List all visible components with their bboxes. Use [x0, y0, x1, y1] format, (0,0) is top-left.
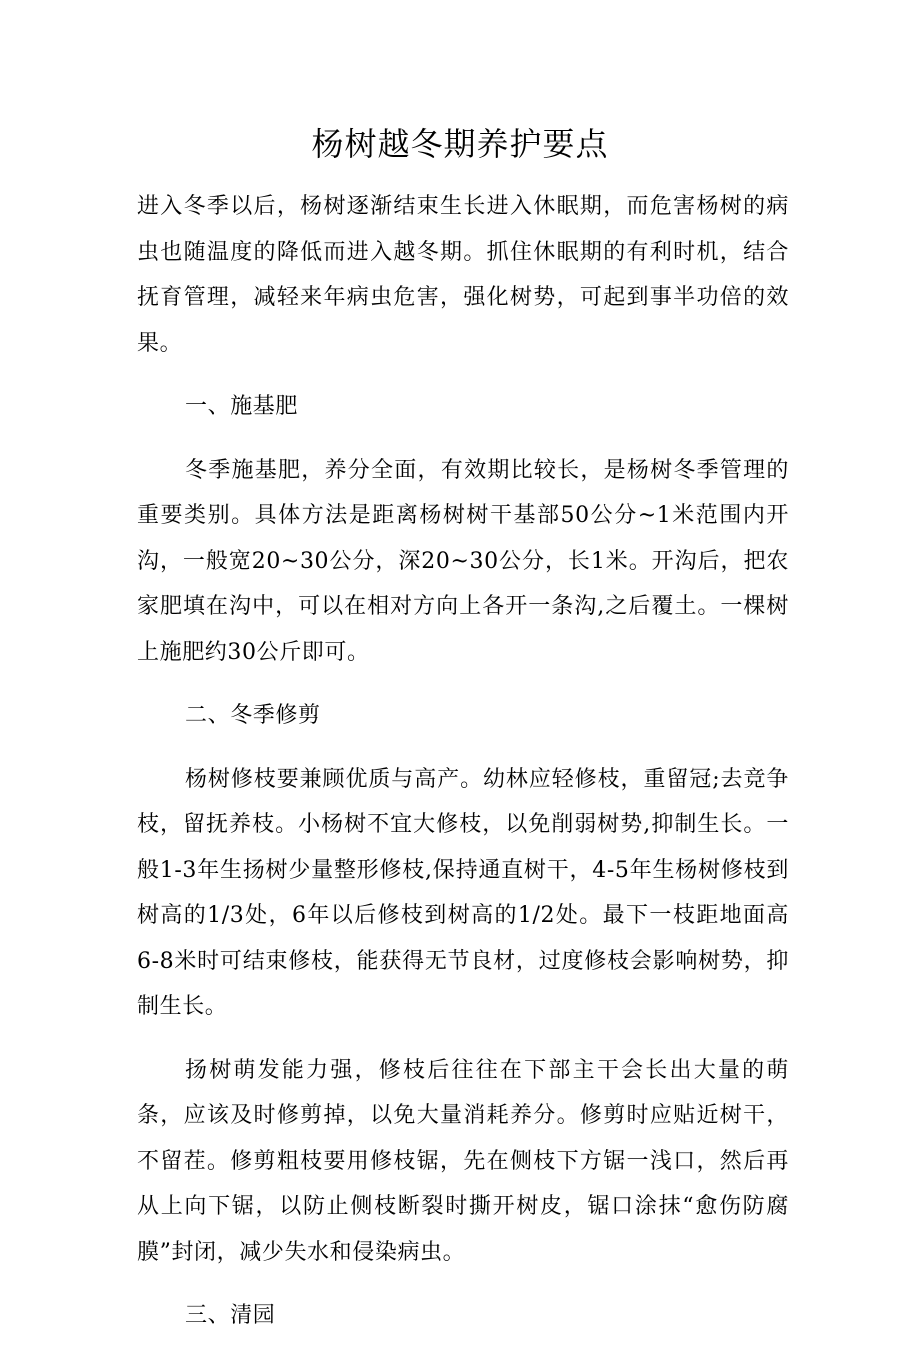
- section-heading-fertilizer: 一、施基肥: [185, 394, 299, 419]
- section-heading-cleanup: 三、清园: [185, 1303, 276, 1328]
- document-body: [137, 184, 789, 1357]
- document-title: 杨树越冬期养护要点: [311, 125, 609, 163]
- fertilizer-paragraph: 冬季施基肥，养分全面，有效期比较长，是杨树冬季管理的重要类别。具体方法是距离杨树树干基部50公分~1米范围内开沟，一般宽20~30公分，深20~30公分，长1米。开沟后，把农家肥填在沟中，可以在相对方向上各开一条沟,之后覆土。一棵树上施肥约30公斤即可。: [137, 457, 789, 665]
- pruning-paragraph-1: 杨树修枝要兼顾优质与高产。幼林应轻修枝，重留冠;去竞争枝，留抚养枝。小杨树不宜大修枝，以免削弱树势,抑制生长。一般1-3年生扬树少量整形修枝,保持通直树干，4-5年生杨树修枝到树高的1/3处，6年以后修枝到树高的1/2处。最下一枝距地面高6-8米时可结束修枝，能获得无节良材，过度修枝会影响树势，抑制生长。: [137, 766, 789, 1019]
- pruning-paragraph-2: 扬树萌发能力强，修枝后往往在下部主干会长出大量的萌条，应该及时修剪掉，以免大量消耗养分。修剪时应贴近树干，不留茬。修剪粗枝要用修枝锯，先在侧枝下方锯一浅口，然后再从上向下锯，以防止侧枝断裂时撕开树皮，锯口涂抹“愈伤防腐膜”封闭，减少失水和侵染病虫。: [137, 1057, 789, 1265]
- intro-paragraph: 进入冬季以后，杨树逐渐结束生长进入休眠期，而危害杨树的病虫也随温度的降低而进入越冬期。抓住休眠期的有利时机，结合抚育管理，减轻来年病虫危害，强化树势，可起到事半功倍的效果。: [137, 194, 789, 356]
- section-heading-pruning: 二、冬季修剪: [185, 703, 321, 728]
